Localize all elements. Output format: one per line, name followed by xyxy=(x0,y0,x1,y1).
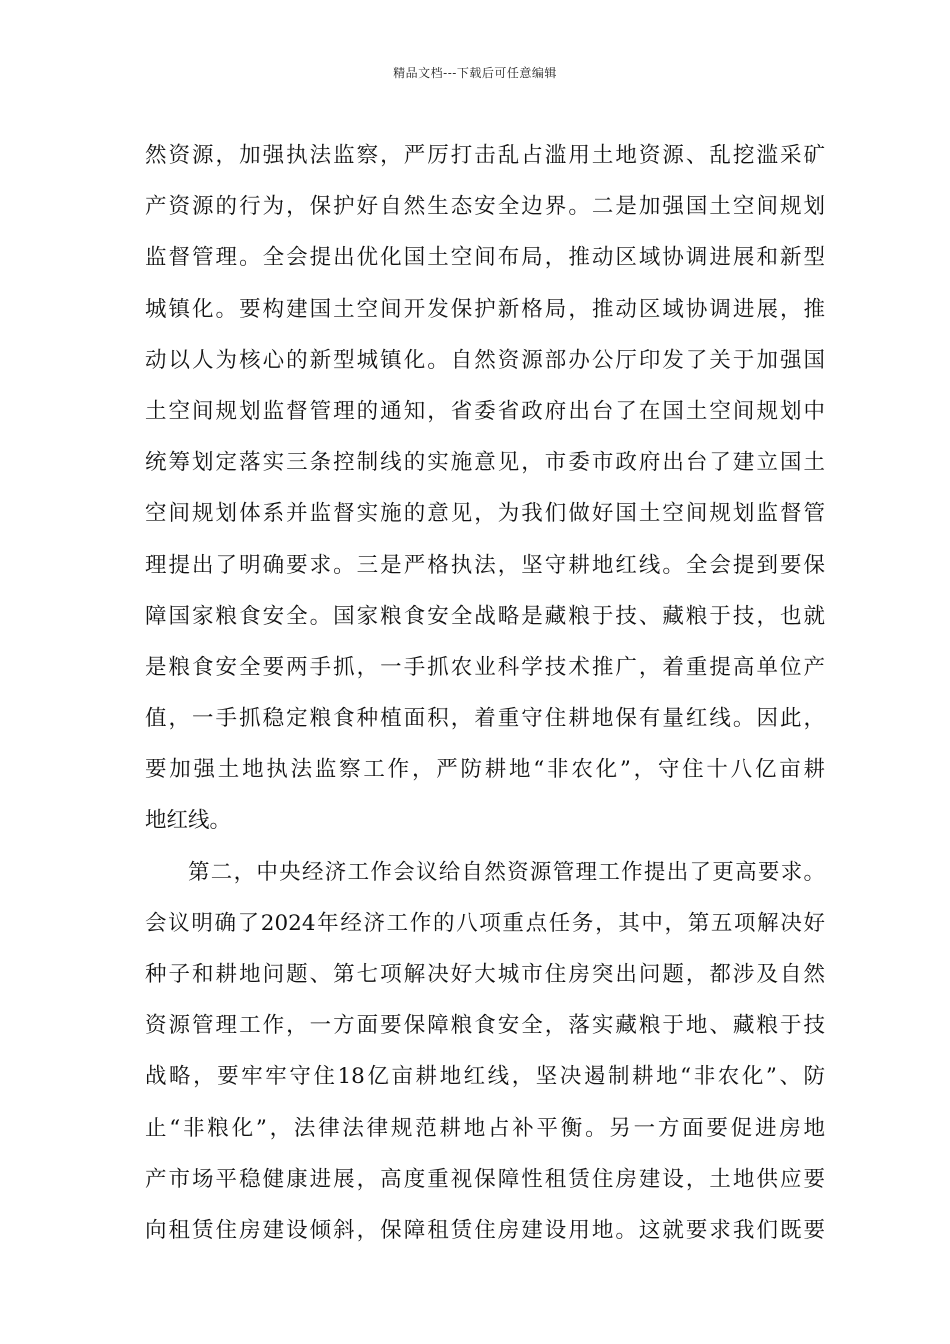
page-header: 精品文档---下载后可任意编辑 xyxy=(393,66,557,80)
text-line: 资源管理工作，一方面要保障粮食安全，落实藏粮于地、藏粮于技 xyxy=(145,1013,825,1039)
text-line: 会议明确了2024年经济工作的八项重点任务，其中，第五项解决好 xyxy=(145,910,825,936)
text-line: 城镇化。要构建国土空间开发保护新格局，推动区域协调进展，推 xyxy=(145,296,825,322)
document-body xyxy=(145,130,825,1256)
text-line: 战略，要牢牢守住18亿亩耕地红线，坚决遏制耕地“非农化”、防 xyxy=(145,1064,825,1090)
text-line: 地红线。 xyxy=(145,808,232,834)
text-line: 监督管理。全会提出优化国土空间布局，推动区域协调进展和新型 xyxy=(145,245,825,271)
text-line: 土空间规划监督管理的通知，省委省政府出台了在国土空间规划中 xyxy=(145,398,825,424)
text-line: 种子和耕地问题、第七项解决好大城市住房突出问题，都涉及自然 xyxy=(145,962,825,987)
text-line: 理提出了明确要求。三是严格执法，坚守耕地红线。全会提到要保 xyxy=(145,552,825,578)
paragraph-1 xyxy=(145,130,825,847)
text-line: 第二，中央经济工作会议给自然资源管理工作提出了更高要求。 xyxy=(188,859,825,885)
text-line: 要加强土地执法监察工作，严防耕地“非农化”，守住十八亿亩耕 xyxy=(145,757,825,783)
paragraph-2 xyxy=(145,847,825,1257)
text-line: 向租赁住房建设倾斜，保障租赁住房建设用地。这就要求我们既要 xyxy=(145,1217,825,1243)
text-line: 产市场平稳健康进展，高度重视保障性租赁住房建设，土地供应要 xyxy=(145,1166,825,1192)
text-line: 然资源，加强执法监察，严厉打击乱占滥用土地资源、乱挖滥采矿 xyxy=(145,143,825,168)
text-line: 统筹划定落实三条控制线的实施意见，市委市政府出台了建立国土 xyxy=(145,450,825,476)
text-line: 值，一手抓稳定粮食种植面积，着重守住耕地保有量红线。因此， xyxy=(145,706,825,732)
text-line: 产资源的行为，保护好自然生态安全边界。二是加强国土空间规划 xyxy=(145,194,825,220)
text-line: 是粮食安全要两手抓，一手抓农业科学技术推广，着重提高单位产 xyxy=(145,654,825,680)
text-line: 动以人为核心的新型城镇化。自然资源部办公厅印发了关于加强国 xyxy=(145,347,825,373)
text-line: 空间规划体系并监督实施的意见，为我们做好国土空间规划监督管 xyxy=(145,501,825,527)
text-line: 障国家粮食安全。国家粮食安全战略是藏粮于技、藏粮于技，也就 xyxy=(145,603,825,629)
text-line: 止“非粮化”，法律法律规范耕地占补平衡。另一方面要促进房地 xyxy=(145,1115,825,1141)
